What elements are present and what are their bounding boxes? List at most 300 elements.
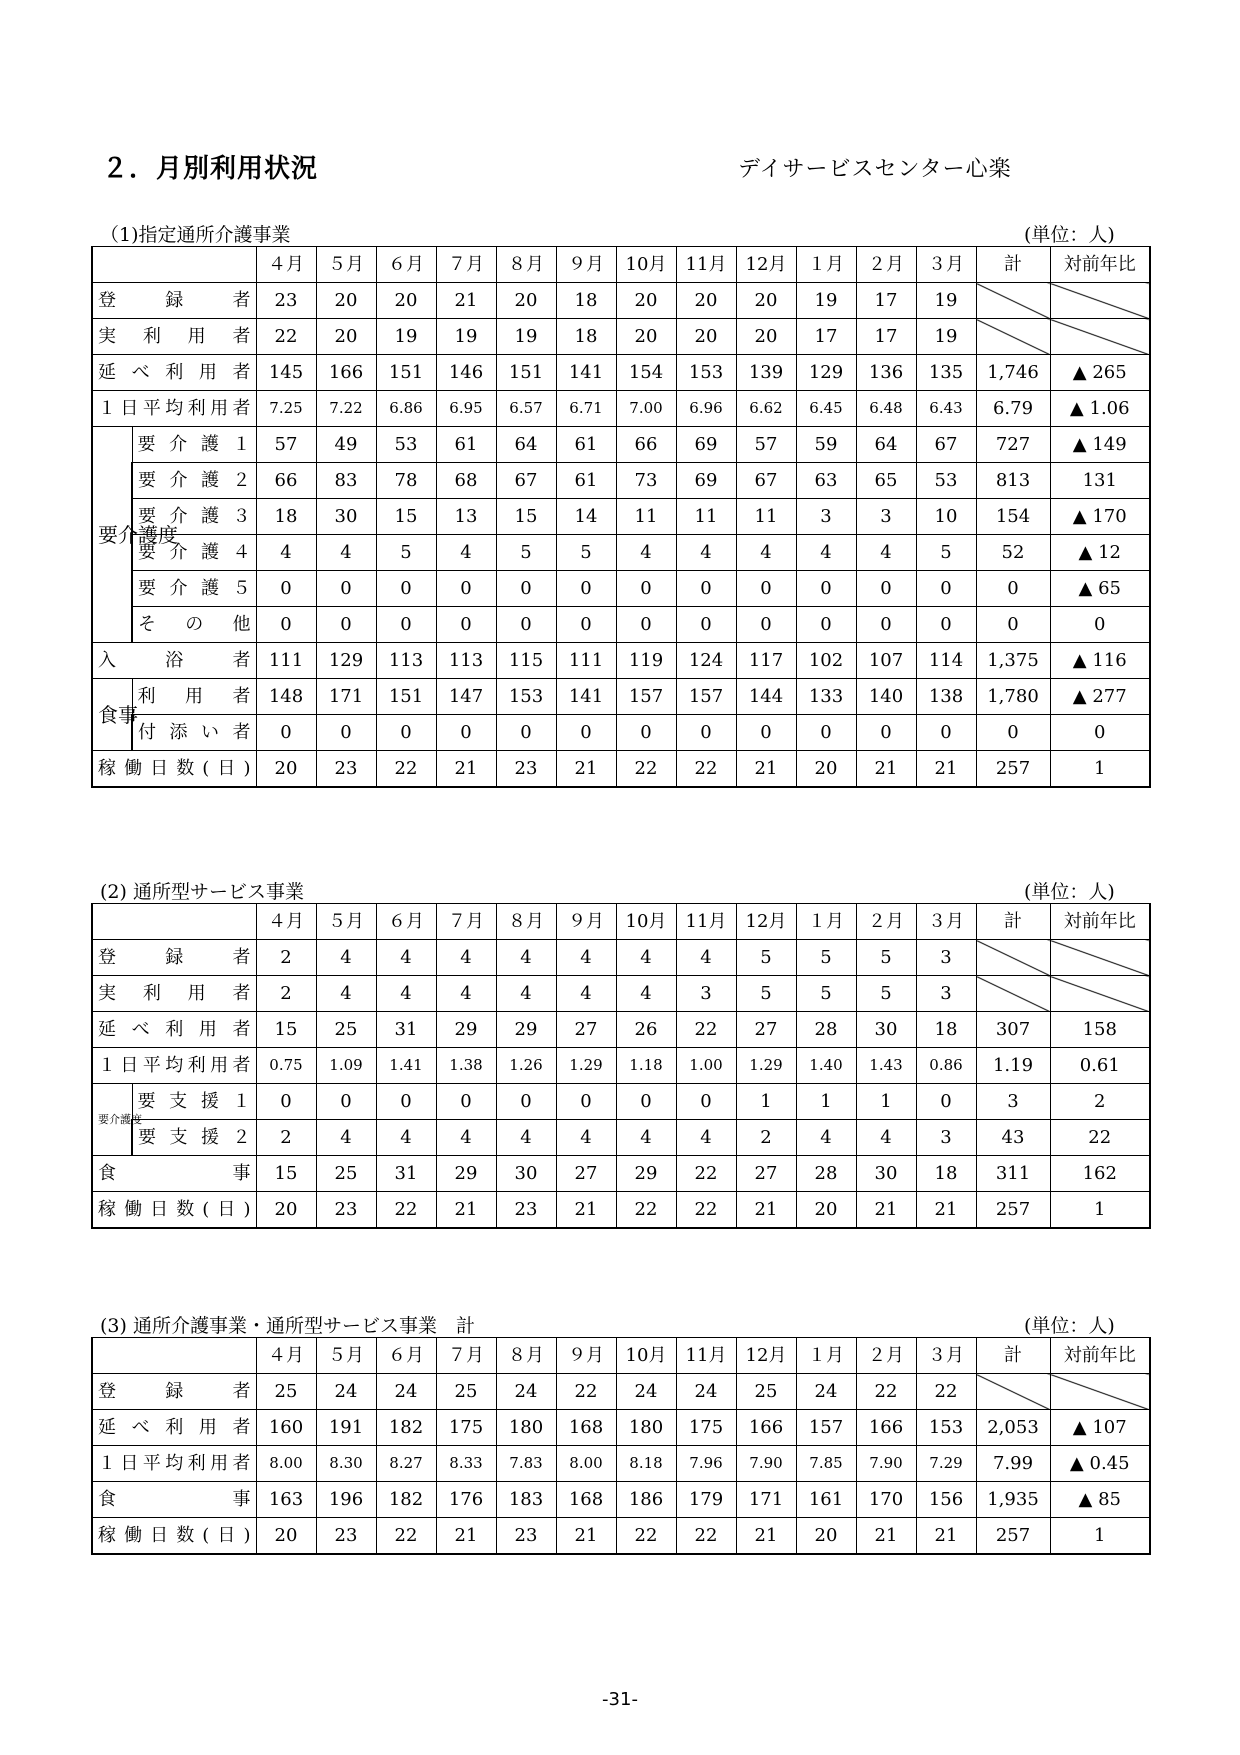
month-value: 28	[796, 1012, 856, 1048]
table3-unit: (単位：人)	[1024, 1315, 1115, 1337]
group-meal: 食事	[92, 679, 132, 751]
table-row	[92, 571, 1150, 607]
row-label: 実 利 用 者	[92, 319, 256, 355]
month-value: 7.25	[256, 391, 316, 427]
month-value: 6.71	[556, 391, 616, 427]
yoy-value: 0.61	[1050, 1048, 1150, 1084]
month-value: 21	[736, 1518, 796, 1555]
month-value: 10	[916, 499, 976, 535]
total-value: 257	[976, 1518, 1050, 1555]
month-value: 4	[556, 940, 616, 976]
month-value: 18	[916, 1156, 976, 1192]
month-value: 5	[856, 940, 916, 976]
month-value: 145	[256, 355, 316, 391]
month-value: 7.00	[616, 391, 676, 427]
month-value: 21	[856, 751, 916, 788]
yoy-blank-cell	[1050, 319, 1150, 355]
month-value: 0	[436, 1084, 496, 1120]
month-value: 153	[676, 355, 736, 391]
month-value: 1.40	[796, 1048, 856, 1084]
month-value: 6.86	[376, 391, 436, 427]
month-header: 12月	[736, 904, 796, 940]
month-value: 4	[256, 535, 316, 571]
month-value: 7.83	[496, 1446, 556, 1482]
month-value: 17	[796, 319, 856, 355]
row-label: 要 介 護 ３	[132, 499, 256, 535]
row-label: 要 介 護 ２	[132, 463, 256, 499]
month-value: 20	[796, 1192, 856, 1229]
month-value: 20	[796, 1518, 856, 1555]
month-value: 8.00	[256, 1446, 316, 1482]
month-header: ６月	[376, 247, 436, 283]
month-header: 10月	[616, 247, 676, 283]
total-value: 311	[976, 1156, 1050, 1192]
month-header: ４月	[256, 1338, 316, 1374]
yoy-value: 0	[1050, 715, 1150, 751]
month-value: 7.90	[736, 1446, 796, 1482]
month-value: 124	[676, 643, 736, 679]
yoy-value: 131	[1050, 463, 1150, 499]
month-value: 19	[916, 283, 976, 319]
month-value: 4	[856, 1120, 916, 1156]
month-value: 4	[616, 940, 676, 976]
month-value: 83	[316, 463, 376, 499]
month-value: 30	[316, 499, 376, 535]
month-value: 25	[316, 1156, 376, 1192]
table1-unit: (単位：人)	[1024, 224, 1115, 246]
month-value: 4	[316, 976, 376, 1012]
month-value: 4	[436, 535, 496, 571]
month-value: 0	[616, 571, 676, 607]
month-header: ５月	[316, 904, 376, 940]
month-value: 67	[736, 463, 796, 499]
month-value: 67	[496, 463, 556, 499]
month-value: 20	[316, 319, 376, 355]
table-row	[92, 715, 1150, 751]
total-value: 0	[976, 607, 1050, 643]
table-row	[92, 1410, 1150, 1446]
month-value: 0	[796, 607, 856, 643]
month-value: 4	[676, 535, 736, 571]
month-value: 6.48	[856, 391, 916, 427]
month-value: 6.43	[916, 391, 976, 427]
month-value: 7.29	[916, 1446, 976, 1482]
month-value: 0	[556, 715, 616, 751]
month-value: 5	[736, 976, 796, 1012]
total-value: 1,935	[976, 1482, 1050, 1518]
month-value: 27	[556, 1012, 616, 1048]
month-header: ４月	[256, 247, 316, 283]
month-value: 175	[436, 1410, 496, 1446]
month-value: 68	[436, 463, 496, 499]
month-value: 4	[616, 976, 676, 1012]
yoy-value: 158	[1050, 1012, 1150, 1048]
yoy-value: 22	[1050, 1120, 1150, 1156]
table-day-care	[91, 246, 1151, 788]
yoy-blank-cell	[1050, 283, 1150, 319]
month-value: 24	[376, 1374, 436, 1410]
month-value: 3	[916, 1120, 976, 1156]
month-value: 0	[256, 607, 316, 643]
month-value: 22	[676, 1518, 736, 1555]
month-value: 22	[676, 1012, 736, 1048]
yoy-blank-cell	[1050, 1374, 1150, 1410]
month-value: 24	[616, 1374, 676, 1410]
month-value: 1.29	[736, 1048, 796, 1084]
month-header: 11月	[676, 904, 736, 940]
month-value: 1	[856, 1084, 916, 1120]
month-value: 0	[676, 607, 736, 643]
month-value: 129	[796, 355, 856, 391]
table-row	[92, 391, 1150, 427]
month-value: 20	[256, 1518, 316, 1555]
month-header: ９月	[556, 247, 616, 283]
month-value: 23	[316, 1192, 376, 1229]
table-row	[92, 499, 1150, 535]
month-value: 0	[676, 715, 736, 751]
month-value: 175	[676, 1410, 736, 1446]
month-value: 29	[436, 1156, 496, 1192]
month-value: 14	[556, 499, 616, 535]
month-header: ２月	[856, 247, 916, 283]
group-care-level: 要介護度	[92, 427, 132, 643]
yoy-value: ▲ 85	[1050, 1482, 1150, 1518]
month-value: 23	[496, 1518, 556, 1555]
month-value: 0	[856, 715, 916, 751]
table-row	[92, 1048, 1150, 1084]
month-value: 53	[916, 463, 976, 499]
month-value: 29	[616, 1156, 676, 1192]
month-value: 4	[316, 940, 376, 976]
month-value: 19	[796, 283, 856, 319]
month-value: 66	[256, 463, 316, 499]
month-value: 0	[856, 571, 916, 607]
month-value: 0	[376, 571, 436, 607]
month-header: ３月	[916, 1338, 976, 1374]
month-value: 23	[316, 1518, 376, 1555]
month-value: 140	[856, 679, 916, 715]
month-value: 0	[316, 1084, 376, 1120]
row-label: 要 介 護 ５	[132, 571, 256, 607]
group-care-level: 要介護度	[92, 1084, 132, 1156]
month-value: 0	[436, 607, 496, 643]
month-value: 30	[856, 1156, 916, 1192]
total-blank-cell	[976, 940, 1050, 976]
month-value: 22	[676, 1192, 736, 1229]
month-value: 21	[436, 1192, 496, 1229]
header-corner	[92, 247, 256, 283]
month-value: 20	[256, 1192, 316, 1229]
month-value: 20	[256, 751, 316, 788]
row-label: そ の 他	[132, 607, 256, 643]
month-value: 2	[736, 1120, 796, 1156]
page-title: ２．月別利用状況	[102, 154, 319, 184]
month-value: 0	[796, 571, 856, 607]
total-value: 1,780	[976, 679, 1050, 715]
month-header: ２月	[856, 904, 916, 940]
total-value: 0	[976, 715, 1050, 751]
total-header: 計	[976, 247, 1050, 283]
month-value: 160	[256, 1410, 316, 1446]
month-value: 161	[796, 1482, 856, 1518]
month-header: ３月	[916, 247, 976, 283]
yoy-value: 2	[1050, 1084, 1150, 1120]
month-value: 8.00	[556, 1446, 616, 1482]
month-value: 0	[316, 571, 376, 607]
row-label: 登 録 者	[92, 940, 256, 976]
month-value: 4	[436, 940, 496, 976]
month-value: 22	[376, 1192, 436, 1229]
month-value: 3	[916, 976, 976, 1012]
month-value: 179	[676, 1482, 736, 1518]
month-value: 4	[376, 1120, 436, 1156]
month-value: 4	[556, 1120, 616, 1156]
table-commuting-service	[91, 903, 1151, 1229]
month-value: 6.62	[736, 391, 796, 427]
month-value: 8.30	[316, 1446, 376, 1482]
month-value: 1.29	[556, 1048, 616, 1084]
row-label: 延 べ 利 用 者	[92, 1012, 256, 1048]
month-value: 6.96	[676, 391, 736, 427]
month-value: 180	[616, 1410, 676, 1446]
total-header: 計	[976, 1338, 1050, 1374]
month-value: 183	[496, 1482, 556, 1518]
month-value: 23	[256, 283, 316, 319]
month-header: １月	[796, 904, 856, 940]
row-label: 稼働日数(日)	[92, 1518, 256, 1555]
month-value: 191	[316, 1410, 376, 1446]
table-row	[92, 1084, 1150, 1120]
month-header: ８月	[496, 247, 556, 283]
month-value: 22	[256, 319, 316, 355]
month-value: 69	[676, 463, 736, 499]
month-value: 6.95	[436, 391, 496, 427]
yoy-value: 0	[1050, 607, 1150, 643]
month-value: 78	[376, 463, 436, 499]
month-value: 139	[736, 355, 796, 391]
month-value: 102	[796, 643, 856, 679]
month-value: 2	[256, 1120, 316, 1156]
row-label: 食 事	[92, 1482, 256, 1518]
table-row	[92, 1120, 1150, 1156]
month-value: 113	[376, 643, 436, 679]
month-header: ３月	[916, 904, 976, 940]
month-value: 23	[316, 751, 376, 788]
month-value: 157	[676, 679, 736, 715]
month-value: 0	[256, 715, 316, 751]
month-header: 12月	[736, 247, 796, 283]
month-value: 3	[796, 499, 856, 535]
month-value: 69	[676, 427, 736, 463]
month-value: 0	[496, 607, 556, 643]
row-label: 延 べ 利 用 者	[92, 1410, 256, 1446]
month-value: 114	[916, 643, 976, 679]
month-value: 29	[496, 1012, 556, 1048]
month-value: 141	[556, 355, 616, 391]
month-value: 111	[556, 643, 616, 679]
month-value: 8.33	[436, 1446, 496, 1482]
month-value: 4	[856, 535, 916, 571]
month-value: 4	[316, 1120, 376, 1156]
row-label: 入 浴 者	[92, 643, 256, 679]
month-value: 141	[556, 679, 616, 715]
month-value: 21	[856, 1518, 916, 1555]
yoy-value: ▲ 149	[1050, 427, 1150, 463]
table-row	[92, 1192, 1150, 1229]
total-header: 計	[976, 904, 1050, 940]
month-value: 186	[616, 1482, 676, 1518]
month-value: 0	[736, 715, 796, 751]
month-value: 23	[496, 751, 556, 788]
month-value: 0	[796, 715, 856, 751]
month-value: 18	[916, 1012, 976, 1048]
month-value: 21	[436, 283, 496, 319]
month-header: ６月	[376, 904, 436, 940]
month-value: 176	[436, 1482, 496, 1518]
month-value: 57	[256, 427, 316, 463]
month-value: 21	[736, 751, 796, 788]
month-header: ７月	[436, 1338, 496, 1374]
month-value: 168	[556, 1482, 616, 1518]
month-value: 153	[916, 1410, 976, 1446]
total-value: 257	[976, 751, 1050, 788]
month-value: 64	[856, 427, 916, 463]
month-value: 20	[376, 283, 436, 319]
month-value: 61	[556, 463, 616, 499]
header-corner	[92, 1338, 256, 1374]
month-value: 27	[736, 1156, 796, 1192]
month-value: 17	[856, 319, 916, 355]
month-value: 148	[256, 679, 316, 715]
month-value: 20	[496, 283, 556, 319]
yoy-value: ▲ 1.06	[1050, 391, 1150, 427]
month-value: 5	[556, 535, 616, 571]
month-value: 0	[736, 607, 796, 643]
month-value: 49	[316, 427, 376, 463]
month-value: 19	[496, 319, 556, 355]
table-row	[92, 535, 1150, 571]
month-value: 5	[796, 976, 856, 1012]
month-value: 0	[436, 571, 496, 607]
month-value: 25	[736, 1374, 796, 1410]
yoy-value: ▲ 107	[1050, 1410, 1150, 1446]
month-value: 170	[856, 1482, 916, 1518]
month-value: 0	[556, 1084, 616, 1120]
month-header: 10月	[616, 904, 676, 940]
row-label: 稼働日数(日)	[92, 751, 256, 788]
month-value: 0	[916, 571, 976, 607]
yoy-header: 対前年比	[1050, 904, 1150, 940]
header-row	[92, 247, 1150, 283]
yoy-value: ▲ 116	[1050, 643, 1150, 679]
month-header: ４月	[256, 904, 316, 940]
month-value: 153	[496, 679, 556, 715]
month-value: 115	[496, 643, 556, 679]
month-value: 21	[556, 1518, 616, 1555]
month-value: 0	[916, 715, 976, 751]
month-value: 0	[496, 715, 556, 751]
month-value: 2	[256, 940, 316, 976]
month-value: 64	[496, 427, 556, 463]
month-value: 20	[736, 283, 796, 319]
month-value: 1	[736, 1084, 796, 1120]
total-blank-cell	[976, 1374, 1050, 1410]
row-label: 登 録 者	[92, 1374, 256, 1410]
month-value: 63	[796, 463, 856, 499]
month-value: 8.27	[376, 1446, 436, 1482]
table-row	[92, 607, 1150, 643]
month-value: 4	[436, 976, 496, 1012]
row-label: １日平均利用者	[92, 391, 256, 427]
month-value: 2	[256, 976, 316, 1012]
page-number: -31-	[602, 1689, 638, 1710]
month-value: 20	[676, 319, 736, 355]
table-row	[92, 427, 1150, 463]
total-value: 1.19	[976, 1048, 1050, 1084]
month-value: 0	[616, 1084, 676, 1120]
table-row	[92, 976, 1150, 1012]
month-value: 20	[616, 283, 676, 319]
month-value: 22	[556, 1374, 616, 1410]
month-value: 17	[856, 283, 916, 319]
total-value: 307	[976, 1012, 1050, 1048]
month-value: 166	[736, 1410, 796, 1446]
table1-caption: （1)指定通所介護事業	[100, 224, 291, 246]
yoy-value: 1	[1050, 751, 1150, 788]
month-value: 22	[376, 751, 436, 788]
month-value: 15	[376, 499, 436, 535]
month-value: 22	[916, 1374, 976, 1410]
total-value: 0	[976, 571, 1050, 607]
row-label: 延 べ 利 用 者	[92, 355, 256, 391]
total-blank-cell	[976, 283, 1050, 319]
month-value: 0	[496, 1084, 556, 1120]
month-value: 21	[736, 1192, 796, 1229]
month-value: 22	[856, 1374, 916, 1410]
month-header: 11月	[676, 1338, 736, 1374]
month-value: 30	[496, 1156, 556, 1192]
month-value: 21	[556, 751, 616, 788]
total-blank-cell	[976, 319, 1050, 355]
total-value: 2,053	[976, 1410, 1050, 1446]
month-header: ５月	[316, 247, 376, 283]
month-value: 180	[496, 1410, 556, 1446]
month-value: 3	[676, 976, 736, 1012]
month-value: 23	[496, 1192, 556, 1229]
month-value: 0	[496, 571, 556, 607]
month-value: 154	[616, 355, 676, 391]
month-value: 0	[736, 571, 796, 607]
month-value: 4	[376, 976, 436, 1012]
table-row	[92, 463, 1150, 499]
yoy-value: ▲ 0.45	[1050, 1446, 1150, 1482]
month-value: 24	[316, 1374, 376, 1410]
month-value: 135	[916, 355, 976, 391]
month-value: 21	[436, 1518, 496, 1555]
month-value: 4	[376, 940, 436, 976]
total-value: 154	[976, 499, 1050, 535]
month-value: 11	[676, 499, 736, 535]
month-value: 133	[796, 679, 856, 715]
month-value: 7.96	[676, 1446, 736, 1482]
total-value: 257	[976, 1192, 1050, 1229]
total-value: 1,375	[976, 643, 1050, 679]
month-value: 22	[376, 1518, 436, 1555]
month-header: ７月	[436, 904, 496, 940]
month-value: 107	[856, 643, 916, 679]
row-label: 要 支 援 １	[132, 1084, 256, 1120]
month-value: 30	[856, 1012, 916, 1048]
